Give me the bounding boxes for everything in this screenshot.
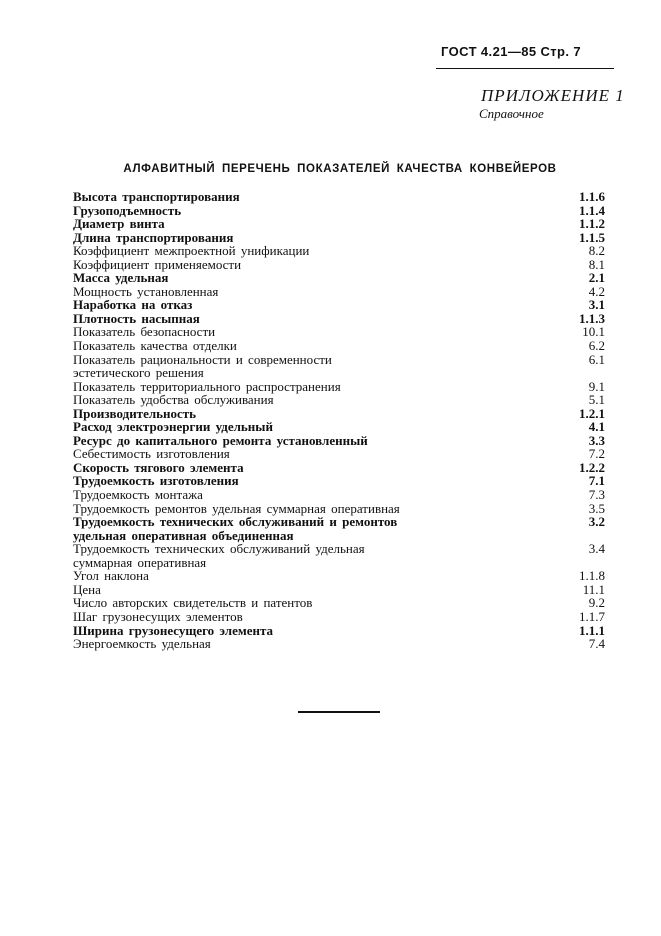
index-row (73, 298, 605, 312)
index-clause-number: 11.1 (582, 581, 605, 597)
index-term: Коэффициент применяемости (73, 256, 242, 272)
appendix-subtitle: Справочное (479, 106, 544, 121)
index-row (73, 610, 605, 624)
index-row (73, 420, 605, 434)
index-term: Ресурс до капитального ремонта установленный (73, 432, 368, 448)
index-clause-number: 3.1 (588, 297, 605, 313)
index-row (73, 583, 605, 597)
index-term: Коэффициент межпроектной унификации (73, 243, 310, 259)
index-term: Трудоемкость ремонтов удельная суммарная оперативная (73, 500, 400, 516)
index-term: Шаг грузонесущих элементов (73, 608, 243, 624)
index-clause-number: 1.1.6 (579, 189, 605, 204)
index-term: Энергоемкость удельная (73, 636, 211, 652)
index-clause-number: 5.1 (588, 392, 605, 408)
index-clause-number: 7.1 (588, 473, 605, 489)
index-row (73, 515, 605, 542)
index-clause-number: 8.2 (588, 243, 605, 259)
index-row (73, 569, 605, 583)
index-clause-number: 9.1 (588, 378, 605, 394)
index-term: Показатель рациональности и современности эстетического решения (73, 351, 332, 381)
index-clause-number: 6.2 (588, 338, 605, 354)
index-clause-number: 3.4 (588, 541, 605, 557)
index-row (73, 312, 605, 326)
index-row (73, 624, 605, 638)
index-clause-number: 1.1.8 (579, 568, 605, 584)
index-row (73, 325, 605, 339)
index-row (73, 474, 605, 488)
index-row (73, 637, 605, 651)
index-row (73, 461, 605, 475)
index-term: Ширина грузонесущего элемента (73, 622, 274, 638)
index-list (73, 190, 605, 651)
index-clause-number: 3.5 (588, 500, 605, 516)
index-row (73, 353, 605, 380)
index-row (73, 596, 605, 610)
index-row (73, 393, 605, 407)
index-clause-number: 1.1.2 (579, 216, 605, 232)
index-term: Мощность установленная (73, 283, 219, 299)
appendix-title: ПРИЛОЖЕНИЕ 1 (481, 86, 625, 105)
index-term: Показатель удобства обслуживания (73, 392, 274, 408)
index-clause-number: 4.1 (588, 419, 605, 435)
index-row (73, 231, 605, 245)
index-term: Трудоемкость технических обслуживаний и ремонтов удельная оперативная объединенная (73, 514, 398, 543)
index-term: Угол наклона (73, 568, 149, 584)
index-clause-number: 7.4 (588, 636, 605, 652)
index-clause-number: 7.2 (588, 446, 605, 462)
index-term: Показатель качества отделки (73, 338, 237, 354)
index-term: Показатель территориального распространения (73, 378, 341, 394)
page-header: ГОСТ 4.21—85 Стр. 7 (441, 44, 582, 59)
index-row (73, 204, 605, 218)
index-term: Диаметр винта (73, 216, 165, 232)
index-clause-number: 9.2 (588, 595, 605, 611)
index-clause-number: 2.1 (588, 270, 605, 286)
index-term: Трудоемкость монтажа (73, 487, 203, 503)
index-term: Расход электроэнергии удельный (73, 419, 273, 435)
index-clause-number: 1.1.4 (579, 202, 605, 218)
index-row (73, 271, 605, 285)
index-row (73, 407, 605, 421)
index-term: Наработка на отказ (73, 297, 193, 313)
index-term: Масса удельная (73, 270, 169, 286)
index-row (73, 542, 605, 569)
index-row (73, 244, 605, 258)
index-row (73, 434, 605, 448)
index-term: Себестимость изготовления (73, 446, 230, 462)
index-row (73, 380, 605, 394)
header-rule (436, 68, 614, 69)
index-term: Число авторских свидетельств и патентов (73, 595, 313, 611)
index-clause-number: 1.1.7 (579, 608, 605, 624)
index-term: Трудоемкость технических обслуживаний удельная суммарная оперативная (73, 541, 365, 570)
index-term: Цена (73, 581, 101, 597)
index-clause-number: 1.1.5 (579, 229, 605, 245)
index-clause-number: 10.1 (582, 324, 605, 340)
index-row (73, 339, 605, 353)
index-term: Высота транспортирования (73, 189, 240, 204)
document-title: АЛФАВИТНЫЙ ПЕРЕЧЕНЬ ПОКАЗАТЕЛЕЙ КАЧЕСТВА КОНВЕЙЕРОВ (123, 163, 557, 175)
index-clause-number: 6.1 (588, 351, 605, 367)
index-row (73, 488, 605, 502)
index-row (73, 217, 605, 231)
index-clause-number: 1.2.1 (579, 405, 605, 421)
index-term: Грузоподъемность (73, 202, 182, 218)
index-term: Производительность (73, 405, 197, 421)
index-clause-number: 1.2.2 (579, 459, 605, 475)
index-term: Длина транспортирования (73, 229, 234, 245)
index-row (73, 285, 605, 299)
index-term: Плотность насыпная (73, 310, 200, 326)
index-term: Скорость тягового элемента (73, 459, 244, 475)
index-row (73, 447, 605, 461)
index-clause-number: 1.1.3 (579, 310, 605, 326)
index-row (73, 502, 605, 516)
index-row (73, 190, 605, 204)
index-clause-number: 7.3 (588, 487, 605, 503)
index-clause-number: 1.1.1 (579, 622, 605, 638)
index-term: Трудоемкость изготовления (73, 473, 239, 489)
index-row (73, 258, 605, 272)
index-clause-number: 3.2 (588, 514, 605, 530)
footer-rule (298, 711, 380, 713)
index-clause-number: 3.3 (588, 432, 605, 448)
index-clause-number: 4.2 (588, 283, 605, 299)
index-term: Показатель безопасности (73, 324, 216, 340)
index-clause-number: 8.1 (588, 256, 605, 272)
